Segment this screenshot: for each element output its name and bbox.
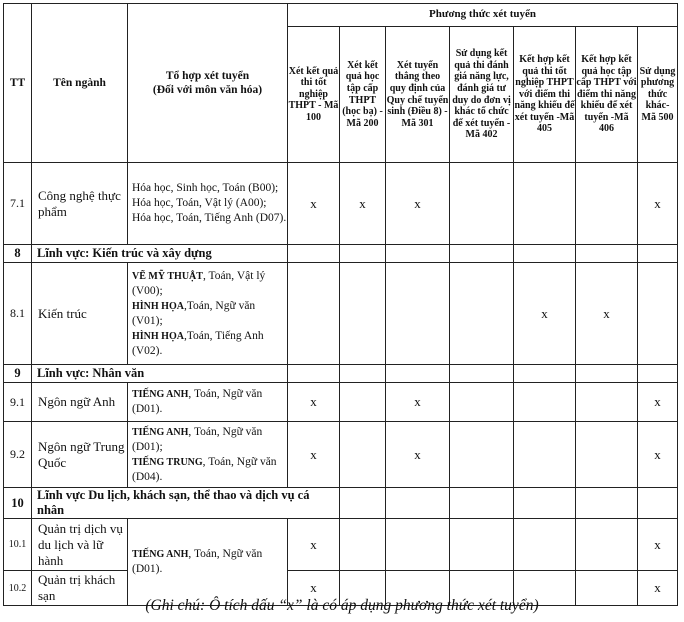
mark-cell: x [638, 383, 678, 422]
empty-cell [576, 163, 638, 245]
row-combos [128, 163, 288, 245]
header-method-100: Xét kết quả thi tốt nghiệp THPT - Mã 100 [288, 27, 340, 163]
row-tt: 9.1 [4, 383, 32, 422]
combo-rest: ,Toán, Ngữ văn (V01); [132, 299, 256, 327]
combo-line: Hóa học, Toán, Tiếng Anh (D07). [132, 212, 287, 224]
row-combos [128, 422, 288, 488]
mark-cell: x [386, 422, 450, 488]
field-label: Lĩnh vực: Nhân văn [32, 365, 288, 383]
mark-cell: x [514, 263, 576, 365]
row-combos [128, 263, 288, 365]
header-method-402: Sử dụng kết quả thi đánh giá năng lực, đánh giá tư duy do đơn vị khác tổ chức để xét tuyển -Mã 402 [450, 27, 514, 163]
mark-cell: x [386, 383, 450, 422]
field-row [4, 245, 678, 263]
footnote: (Ghi chú: Ô tích dấu “x” là có áp dụng phương thức xét tuyển) [145, 597, 539, 614]
empty-cell [514, 163, 576, 245]
row-tt: 10.1 [4, 519, 32, 571]
row-combos [128, 519, 288, 606]
mark-cell: x [638, 422, 678, 488]
header-method-200: Xét kết quả học tập cấp THPT (học bạ) -Mã 200 [340, 27, 386, 163]
mark-cell: x [288, 383, 340, 422]
row-combos [128, 383, 288, 422]
row-major: Ngôn ngữ Anh [32, 383, 128, 422]
row-major: Kiến trúc [32, 263, 128, 365]
combo-line [132, 269, 287, 299]
header-method-500: Sử dụng phương thức khác- Mã 500 [638, 27, 678, 163]
combo-line: Hóa học, Sinh học, Toán (B00); [132, 182, 279, 194]
mark-cell: x [288, 519, 340, 571]
combo-rest: , Toán, Ngữ văn (D01). [132, 548, 263, 575]
mark-cell: x [288, 422, 340, 488]
header-combo-line2: (Đối với môn văn hóa) [152, 84, 263, 96]
subject-smallcaps: HÌNH HỌA [132, 300, 184, 312]
mark-cell: x [386, 163, 450, 245]
mark-cell: x [638, 163, 678, 245]
subject-smallcaps: VẼ MỸ THUẬT [132, 270, 203, 282]
row-tt: 9.2 [4, 422, 32, 488]
mark-cell: x [288, 163, 340, 245]
row-major: Quản trị khách sạn [32, 571, 128, 606]
header-method-405: Kết hợp kết quả thi tốt nghiệp THPT với điểm thi năng khiếu để xét tuyển -Mã 405 [514, 27, 576, 163]
field-tt: 9 [4, 365, 32, 383]
table-row [4, 383, 678, 422]
row-tt: 10.2 [4, 571, 32, 606]
subject-smallcaps: TIẾNG ANH [132, 426, 189, 438]
combo-rest: ,Toán, Tiếng Anh (V02). [132, 329, 264, 357]
table-row [4, 163, 678, 245]
field-label: Lĩnh vực Du lịch, khách sạn, thể thao và dịch vụ cá nhân [32, 488, 340, 519]
header-methods-group: Phương thức xét tuyển [288, 4, 678, 27]
field-tt: 8 [4, 245, 32, 263]
table-row [4, 519, 678, 571]
field-row [4, 488, 678, 519]
admission-methods-table [3, 3, 678, 606]
empty-cell [450, 163, 514, 245]
combo-line [132, 455, 287, 485]
row-tt: 7.1 [4, 163, 32, 245]
combo-rest: , Toán, Vật lý (V00); [132, 269, 266, 297]
row-major: Công nghệ thực phẩm [32, 163, 128, 245]
subject-smallcaps: TIẾNG ANH [132, 549, 189, 560]
table-row [4, 422, 678, 488]
header-combo-line1: Tổ hợp xét tuyển [165, 70, 250, 82]
field-row [4, 365, 678, 383]
header-combo [128, 4, 288, 163]
combo-line [132, 299, 287, 329]
mark-cell: x [638, 519, 678, 571]
row-tt: 8.1 [4, 263, 32, 365]
combo-rest: , Toán, Ngữ văn (D04). [132, 455, 277, 483]
combo-line [132, 387, 287, 417]
row-major: Quản trị dịch vụ du lịch và lữ hành [32, 519, 128, 571]
row-major: Ngôn ngữ Trung Quốc [32, 422, 128, 488]
combo-line: Hóa học, Toán, Vật lý (A00); [132, 197, 267, 209]
combo-line [132, 425, 287, 455]
subject-smallcaps: TIẾNG TRUNG [132, 456, 203, 468]
mark-cell: x [340, 163, 386, 245]
mark-cell: x [576, 263, 638, 365]
header-method-406: Kết hợp kết quả học tập cấp THPT với điểm thi năng khiếu để xét tuyển -Mã 406 [576, 27, 638, 163]
mark-cell: x [638, 571, 678, 606]
subject-smallcaps: HÌNH HỌA [132, 330, 184, 342]
combo-rest: , Toán, Ngữ văn (D01); [132, 425, 263, 453]
combo-line [132, 329, 287, 359]
subject-smallcaps: TIẾNG ANH [132, 389, 189, 400]
mark-cell: x [288, 571, 340, 606]
field-tt: 10 [4, 488, 32, 519]
header-major: Tên ngành [32, 4, 128, 163]
field-label: Lĩnh vực: Kiến trúc và xây dựng [32, 245, 288, 263]
combo-rest: , Toán, Ngữ văn (D01). [132, 388, 263, 415]
table-row [4, 263, 678, 365]
header-method-301: Xét tuyển thẳng theo quy định của Quy chế tuyển sinh (Điều 8) -Mã 301 [386, 27, 450, 163]
header-tt: TT [4, 4, 32, 163]
